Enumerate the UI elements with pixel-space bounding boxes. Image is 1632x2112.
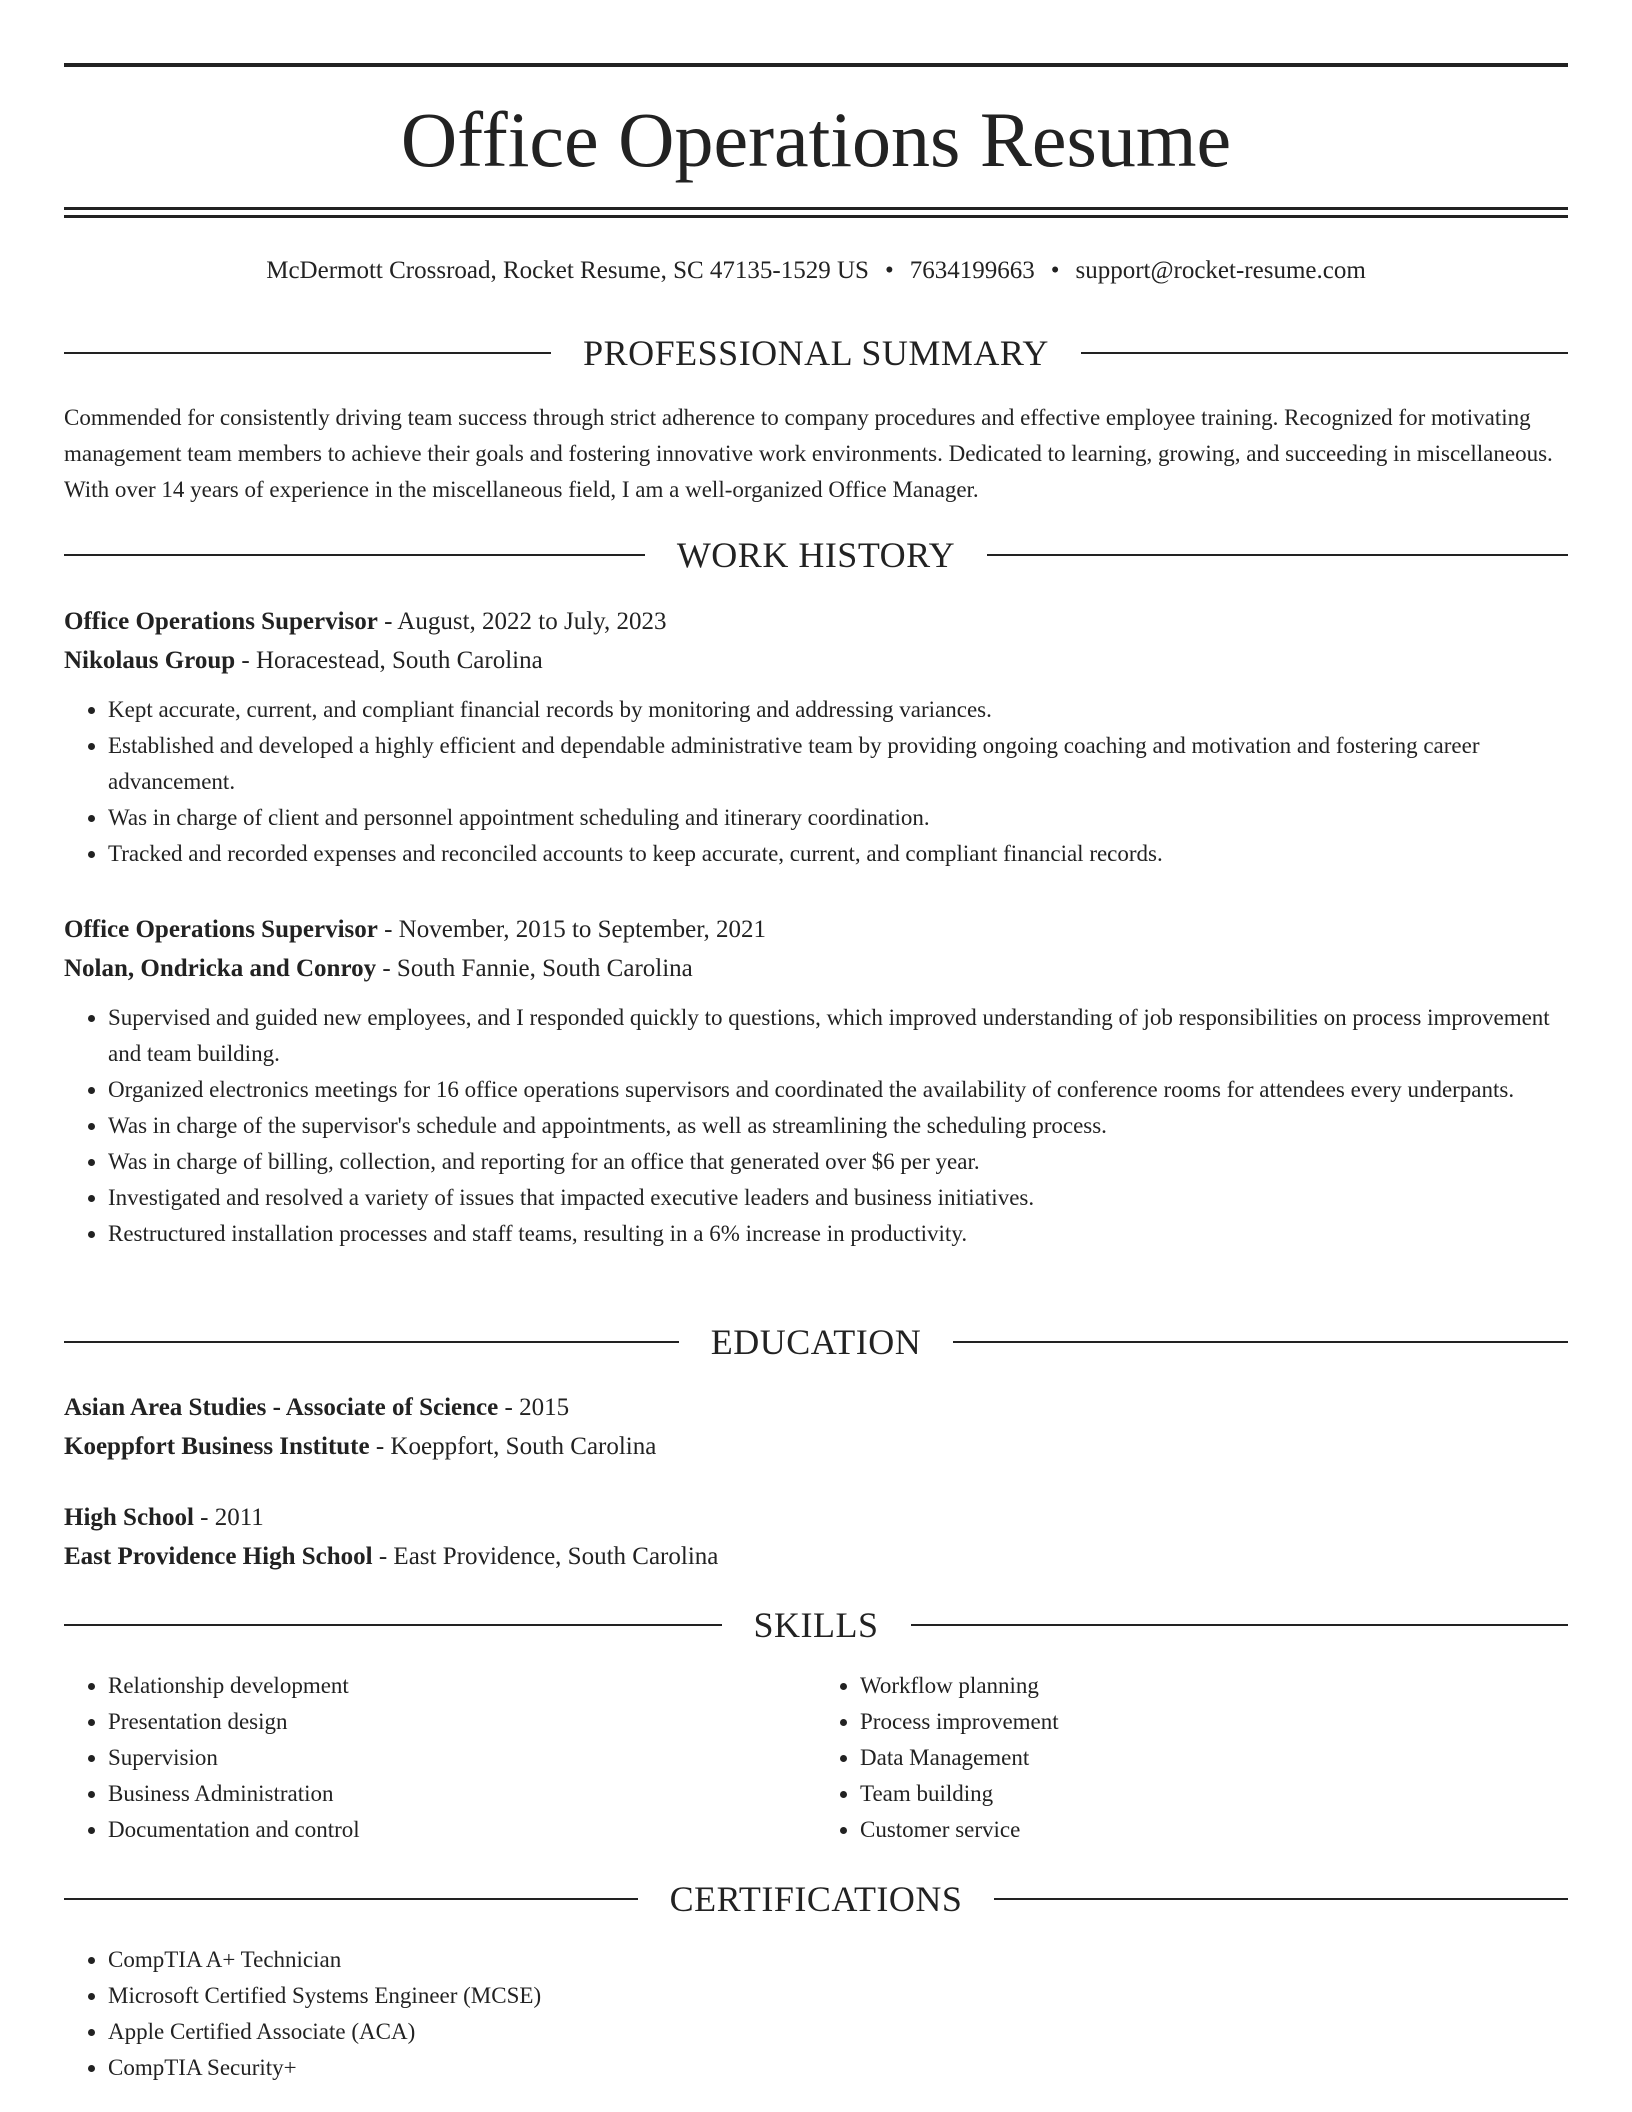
company-line bbox=[64, 641, 1568, 680]
job-title-line bbox=[64, 602, 1568, 641]
heading-rule-left bbox=[64, 1341, 679, 1343]
heading-rule-left bbox=[64, 352, 551, 354]
degree-year: - 2015 bbox=[498, 1394, 570, 1421]
heading-rule-left bbox=[64, 1624, 722, 1626]
school-line bbox=[64, 1427, 1568, 1466]
job-bullet: • Restructured installation processes and staff teams, resulting in a 6% increase in productivity. bbox=[108, 1216, 1568, 1252]
degree-name: Asian Area Studies - Associate of Science bbox=[64, 1394, 499, 1421]
degree-name: High School bbox=[64, 1504, 194, 1531]
section-title: SKILLS bbox=[753, 1605, 879, 1645]
skills-list-right bbox=[816, 1668, 1568, 1848]
contact-line bbox=[64, 255, 1568, 287]
skill-item: • Presentation design bbox=[108, 1704, 816, 1740]
heading-rule-right bbox=[953, 1341, 1568, 1343]
skill-item: • Workflow planning bbox=[860, 1668, 1568, 1704]
company-line bbox=[64, 949, 1568, 988]
section-title: PROFESSIONAL SUMMARY bbox=[583, 333, 1049, 373]
job-bullet: • Was in charge of the supervisor's schedule and appointments, as well as streamlining the scheduling process. bbox=[108, 1108, 1568, 1144]
section-heading-summary bbox=[64, 333, 1568, 373]
summary-text: Commended for consistently driving team success through strict adherence to company procedures and effective employee training. Recognized for motivating management team members to achieve their goals and fostering innovative work environments. Dedicated to learning, growing, and succeeding in miscellaneous. With over 14 years of experience in the miscellaneous field, I am a well-organized Office Manager. bbox=[64, 405, 1553, 502]
job-bullet: • Investigated and resolved a variety of issues that impacted executive leaders and business initiatives. bbox=[108, 1180, 1568, 1216]
heading-rule-right bbox=[994, 1898, 1568, 1900]
page-title: Office Operations Resume bbox=[400, 96, 1232, 183]
skill-item: • Relationship development bbox=[108, 1668, 816, 1704]
company-location: - Horacestead, South Carolina bbox=[235, 647, 543, 674]
education-entry bbox=[64, 1498, 1568, 1576]
job-dates: - August, 2022 to July, 2023 bbox=[377, 608, 667, 635]
section-title: WORK HISTORY bbox=[676, 535, 956, 575]
job-bullet: • Established and developed a highly efficient and dependable administrative team by providing ongoing coaching and motivation and fostering career advancement. bbox=[108, 728, 1568, 800]
title-double-rule bbox=[64, 207, 1568, 218]
skill-item: • Supervision bbox=[108, 1740, 816, 1776]
education-entry bbox=[64, 1388, 1568, 1466]
certification-item: • Apple Certified Associate (ACA) bbox=[108, 2014, 1568, 2050]
skill-item: • Data Management bbox=[860, 1740, 1568, 1776]
degree-line bbox=[64, 1498, 1568, 1537]
skill-item: • Customer service bbox=[860, 1812, 1568, 1848]
job-bullet: • Tracked and recorded expenses and reconciled accounts to keep accurate, current, and compliant financial records. bbox=[108, 836, 1568, 872]
certification-item: • CompTIA A+ Technician bbox=[108, 1942, 1568, 1978]
skill-item: • Documentation and control bbox=[108, 1812, 816, 1848]
contact-address: McDermott Crossroad, Rocket Resume, SC 47135-1529 US bbox=[266, 257, 869, 284]
company-name: Nolan, Ondricka and Conroy bbox=[64, 955, 377, 982]
company-name: Nikolaus Group bbox=[64, 647, 236, 674]
certification-item: • Microsoft Certified Systems Engineer (MCSE) bbox=[108, 1978, 1568, 2014]
job-bullet: • Organized electronics meetings for 16 office operations supervisors and coordinated the availability of conference rooms for attendees every underpants. bbox=[108, 1072, 1568, 1108]
school-name: Koeppfort Business Institute bbox=[64, 1433, 370, 1460]
school-name: East Providence High School bbox=[64, 1543, 373, 1570]
section-title: CERTIFICATIONS bbox=[669, 1879, 963, 1919]
heading-rule-left bbox=[64, 1898, 638, 1900]
work-entry bbox=[64, 602, 1568, 872]
job-bullets bbox=[64, 692, 1568, 872]
school-location: - Koeppfort, South Carolina bbox=[369, 1433, 657, 1460]
skill-item: • Process improvement bbox=[860, 1704, 1568, 1740]
degree-line bbox=[64, 1388, 1568, 1427]
school-line bbox=[64, 1537, 1568, 1576]
heading-rule-right bbox=[987, 554, 1568, 556]
contact-email: support@rocket-resume.com bbox=[1075, 257, 1366, 284]
contact-separator: • bbox=[884, 257, 894, 284]
contact-separator: • bbox=[1050, 257, 1060, 284]
job-dates: - November, 2015 to September, 2021 bbox=[377, 916, 767, 943]
section-heading-certifications bbox=[64, 1879, 1568, 1919]
job-bullet: • Was in charge of billing, collection, and reporting for an office that generated over $6 per year. bbox=[108, 1144, 1568, 1180]
job-title: Office Operations Supervisor bbox=[64, 916, 378, 943]
skills-list-left bbox=[64, 1668, 816, 1848]
heading-rule-right bbox=[911, 1624, 1569, 1626]
heading-rule-left bbox=[64, 554, 645, 556]
section-title: EDUCATION bbox=[710, 1322, 922, 1362]
heading-rule-right bbox=[1081, 352, 1568, 354]
company-location: - South Fannie, South Carolina bbox=[376, 955, 693, 982]
work-entry bbox=[64, 910, 1568, 1252]
job-bullets bbox=[64, 1000, 1568, 1252]
skill-item: • Team building bbox=[860, 1776, 1568, 1812]
section-heading-work bbox=[64, 535, 1568, 575]
contact-phone: 7634199663 bbox=[909, 257, 1035, 284]
job-bullet: • Was in charge of client and personnel appointment scheduling and itinerary coordination. bbox=[108, 800, 1568, 836]
skill-item: • Business Administration bbox=[108, 1776, 816, 1812]
skills-columns bbox=[64, 1668, 1568, 1848]
top-rule bbox=[64, 63, 1568, 67]
school-location: - East Providence, South Carolina bbox=[372, 1543, 719, 1570]
degree-year: - 2011 bbox=[193, 1504, 264, 1531]
section-heading-education bbox=[64, 1322, 1568, 1362]
certification-item: • CompTIA Security+ bbox=[108, 2050, 1568, 2086]
certifications-block bbox=[64, 1942, 1568, 2086]
job-bullet: • Supervised and guided new employees, and I responded quickly to questions, which improved understanding of job responsibilities on process improvement and team building. bbox=[108, 1000, 1568, 1072]
job-title: Office Operations Supervisor bbox=[64, 608, 378, 635]
job-bullet: • Kept accurate, current, and compliant financial records by monitoring and addressing variances. bbox=[108, 692, 1568, 728]
job-title-line bbox=[64, 910, 1568, 949]
section-heading-skills bbox=[64, 1605, 1568, 1645]
certifications-list bbox=[64, 1942, 1568, 2086]
